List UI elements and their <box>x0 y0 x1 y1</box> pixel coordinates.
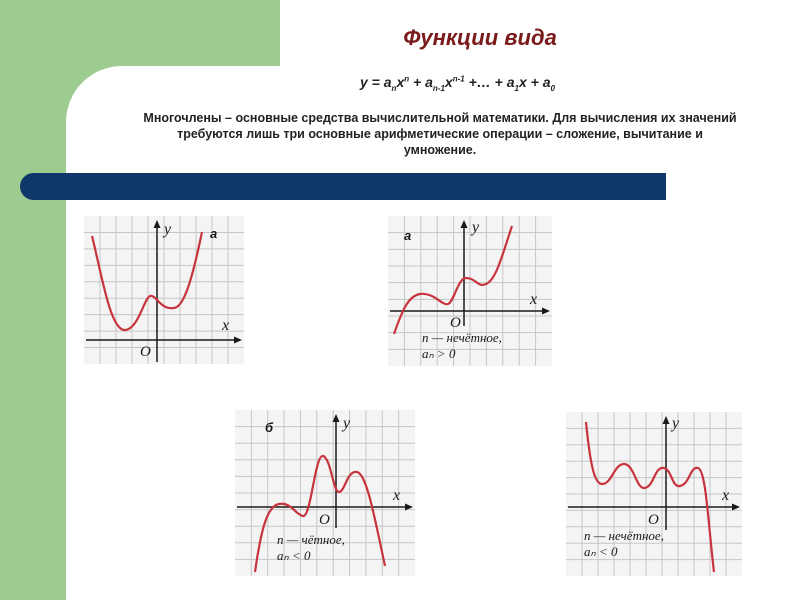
description-text: Многочлены – основные средства вычислительной математики. Для вычисления их значений требуются лишь три основные арифметические операции – сложение, вычитание и умножение. <box>143 111 737 157</box>
graph-odd-positive <box>388 216 552 366</box>
graph-letter: а <box>210 226 218 241</box>
origin-label: O <box>648 512 659 528</box>
y-axis-label: y <box>343 415 351 432</box>
caption-line1: n — чётное, <box>277 532 345 547</box>
y-axis-label: y <box>164 221 172 238</box>
x-axis-label: x <box>722 487 730 504</box>
left-green-bar <box>0 0 66 600</box>
origin-label: O <box>319 512 330 528</box>
caption-line1: n — нечётное, <box>422 330 502 345</box>
origin-label: O <box>450 315 461 331</box>
caption-line2: aₙ < 0 <box>584 544 618 559</box>
graph-letter: б <box>265 420 274 435</box>
graph-odd-negative <box>566 412 742 576</box>
slide-title: Функции вида <box>403 25 557 50</box>
graph-even-negative <box>235 410 415 576</box>
x-axis-label: x <box>222 317 230 334</box>
caption-line1: n — нечётное, <box>584 528 664 543</box>
navy-divider-bar <box>20 173 666 200</box>
y-axis-label: y <box>472 219 480 236</box>
y-axis-label: y <box>672 415 680 432</box>
polynomial-formula: $y = a_nx^n + a_{n-1}x^{n-1}$ +… + $a_1x + a_0$ <box>360 74 555 93</box>
caption-line2: aₙ < 0 <box>277 548 311 563</box>
caption-line2: aₙ > 0 <box>422 346 456 361</box>
origin-label: O <box>140 344 151 360</box>
graph-letter: а <box>404 228 412 243</box>
x-axis-label: x <box>530 291 538 308</box>
x-axis-label: x <box>393 487 401 504</box>
graph-even-positive <box>84 216 244 364</box>
